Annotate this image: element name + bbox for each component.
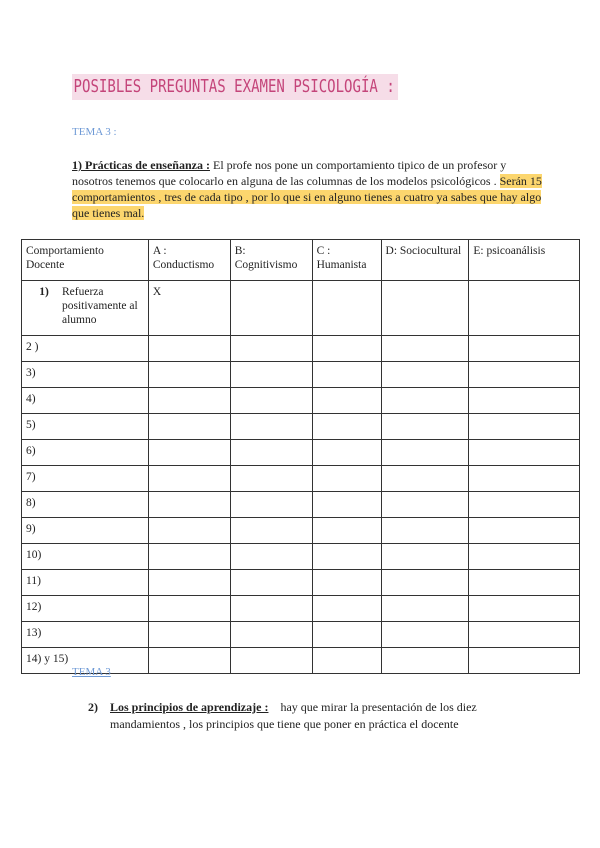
empty-cell <box>381 570 469 596</box>
table-row <box>22 336 580 362</box>
row-number-cell: 5) <box>22 414 149 440</box>
row-number-cell: 10) <box>22 544 149 570</box>
row-number-cell: 2 ) <box>22 336 149 362</box>
empty-cell <box>469 281 580 336</box>
empty-cell <box>312 388 381 414</box>
tema-subheading: TEMA 3 : <box>72 126 117 138</box>
empty-cell <box>312 362 381 388</box>
row-number-cell: 14) y 15) <box>22 648 149 674</box>
empty-cell <box>312 440 381 466</box>
header-cell: D: Sociocultural <box>381 240 469 281</box>
section-2-lead: Los principios de aprendizaje : <box>110 700 269 714</box>
row-number-cell: 4) <box>22 388 149 414</box>
empty-cell <box>469 414 580 440</box>
empty-cell <box>148 440 230 466</box>
row-number-cell: 11) <box>22 570 149 596</box>
empty-cell <box>230 336 312 362</box>
section-2-text-line2: mandamientos , los principios que tiene que poner en práctica el docente <box>110 717 459 731</box>
table-row <box>22 544 580 570</box>
empty-cell <box>148 336 230 362</box>
empty-cell <box>230 388 312 414</box>
empty-cell <box>312 466 381 492</box>
empty-cell <box>312 648 381 674</box>
table-row <box>22 570 580 596</box>
empty-cell <box>148 570 230 596</box>
row-number-cell: 12) <box>22 596 149 622</box>
empty-cell <box>230 492 312 518</box>
empty-cell <box>469 466 580 492</box>
empty-cell <box>381 518 469 544</box>
empty-cell <box>381 362 469 388</box>
empty-cell <box>312 492 381 518</box>
row-number-cell: 6) <box>22 440 149 466</box>
empty-cell <box>469 570 580 596</box>
row-number-cell: 3) <box>22 362 149 388</box>
empty-cell <box>148 492 230 518</box>
empty-cell <box>469 388 580 414</box>
row-number-cell: 8) <box>22 492 149 518</box>
table-row <box>22 466 580 492</box>
section-1-highlight: Serán 15 comportamientos , tres de cada tipo , por lo que si en alguno tienes a cuatro ya sabes que hay algo que tienes mal. <box>72 174 542 220</box>
empty-cell <box>381 544 469 570</box>
empty-cell <box>230 648 312 674</box>
empty-cell <box>381 281 469 336</box>
empty-cell <box>469 362 580 388</box>
table-row <box>22 414 580 440</box>
empty-cell <box>230 544 312 570</box>
empty-cell <box>230 596 312 622</box>
row-number-cell: 9) <box>22 518 149 544</box>
empty-cell <box>381 492 469 518</box>
empty-cell <box>469 440 580 466</box>
behavior-cell <box>22 281 149 336</box>
empty-cell <box>312 336 381 362</box>
section-2-paragraph <box>88 699 528 733</box>
mark-cell: X <box>148 281 230 336</box>
empty-cell <box>230 518 312 544</box>
empty-cell <box>381 440 469 466</box>
empty-cell <box>148 414 230 440</box>
empty-cell <box>230 440 312 466</box>
table-row <box>22 518 580 544</box>
row-number-cell: 7) <box>22 466 149 492</box>
table-row <box>22 440 580 466</box>
empty-cell <box>381 336 469 362</box>
section-1-lead: 1) Prácticas de enseñanza : <box>72 158 210 172</box>
empty-cell <box>381 388 469 414</box>
empty-cell <box>148 388 230 414</box>
empty-cell <box>230 362 312 388</box>
empty-cell <box>469 336 580 362</box>
empty-cell <box>469 648 580 674</box>
table-row <box>22 492 580 518</box>
row-number-cell: 13) <box>22 622 149 648</box>
empty-cell <box>312 622 381 648</box>
section-2-number: 2) <box>88 700 98 714</box>
section-1-text: El profe nos pone un comportamiento tipico de un profesor y nosotros tenemos que colocarlo en alguna de las columnas de los modelos psicológicos . <box>72 158 507 188</box>
empty-cell <box>381 414 469 440</box>
empty-cell <box>469 622 580 648</box>
header-cell: E: psicoanálisis <box>469 240 580 281</box>
header-cell: B: Cognitivismo <box>230 240 312 281</box>
row-number: 1) <box>39 286 49 298</box>
header-cell: Comportamiento Docente <box>22 240 149 281</box>
table-header-row <box>22 240 580 281</box>
empty-cell <box>230 414 312 440</box>
behavior-table <box>21 239 580 674</box>
empty-cell <box>148 596 230 622</box>
header-cell: C : Humanista <box>312 240 381 281</box>
empty-cell <box>381 622 469 648</box>
section-1-paragraph <box>72 157 542 221</box>
empty-cell <box>469 518 580 544</box>
empty-cell <box>312 281 381 336</box>
empty-cell <box>381 648 469 674</box>
table-row <box>22 596 580 622</box>
empty-cell <box>381 466 469 492</box>
empty-cell <box>312 414 381 440</box>
empty-cell <box>469 596 580 622</box>
page-title: POSIBLES PREGUNTAS EXAMEN PSICOLOGÍA : <box>72 74 398 100</box>
empty-cell <box>148 648 230 674</box>
empty-cell <box>381 596 469 622</box>
empty-cell <box>230 466 312 492</box>
empty-cell <box>469 492 580 518</box>
empty-cell <box>312 544 381 570</box>
table-row <box>22 362 580 388</box>
empty-cell <box>312 518 381 544</box>
empty-cell <box>230 622 312 648</box>
table-row <box>22 281 580 336</box>
table-row <box>22 388 580 414</box>
tema-link[interactable]: TEMA 3 <box>72 666 111 678</box>
behavior-label: Refuerza positivamente al alumno <box>62 286 138 326</box>
empty-cell <box>148 544 230 570</box>
empty-cell <box>469 544 580 570</box>
empty-cell <box>312 596 381 622</box>
header-cell: A : Conductismo <box>148 240 230 281</box>
empty-cell <box>230 570 312 596</box>
empty-cell <box>148 622 230 648</box>
empty-cell <box>148 466 230 492</box>
section-2-text-line1: hay que mirar la presentación de los diez <box>268 700 477 714</box>
empty-cell <box>148 362 230 388</box>
empty-cell <box>312 570 381 596</box>
empty-cell <box>230 281 312 336</box>
table-row <box>22 622 580 648</box>
empty-cell <box>148 518 230 544</box>
table-rows <box>22 336 580 674</box>
